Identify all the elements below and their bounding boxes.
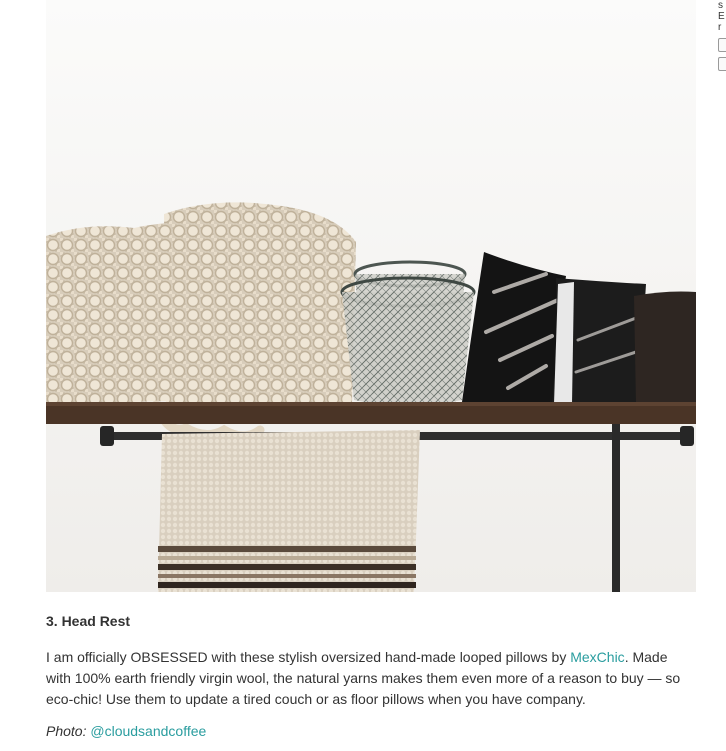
article-photo [46, 0, 696, 592]
article-section [46, 612, 696, 742]
looped-pillow-front [164, 202, 356, 423]
sidebar-fragment [718, 0, 726, 90]
photo-credit [46, 721, 696, 742]
sidebar-text-line: E [718, 11, 725, 22]
paragraph-text-end: . Made with 100% earth friendly virgin wool, the natural yarns makes them even more of a reason to buy — so eco-chic! Use them to update a tired couch or as floor pillows when you have company. [46, 649, 681, 707]
paragraph-text-start: I am officially OBSESSED with these stylish oversized hand-made looped pillows by [46, 649, 571, 665]
sidebar-button[interactable] [718, 57, 726, 71]
sidebar-text-line: r [718, 22, 722, 33]
sidebar-input-field[interactable] [718, 38, 726, 52]
article-paragraph [46, 647, 696, 710]
section-heading: 3. Head Rest [46, 613, 131, 629]
sidebar-text-line: s [718, 0, 723, 11]
dark-knit-pillow [634, 292, 696, 405]
wire-basket-front [342, 292, 474, 406]
pipe-leg [612, 424, 620, 592]
mexchic-link[interactable]: MexChic [570, 649, 625, 665]
photo-credit-label: Photo: [46, 723, 87, 739]
instagram-credit-link[interactable]: @cloudsandcoffee [90, 723, 207, 739]
